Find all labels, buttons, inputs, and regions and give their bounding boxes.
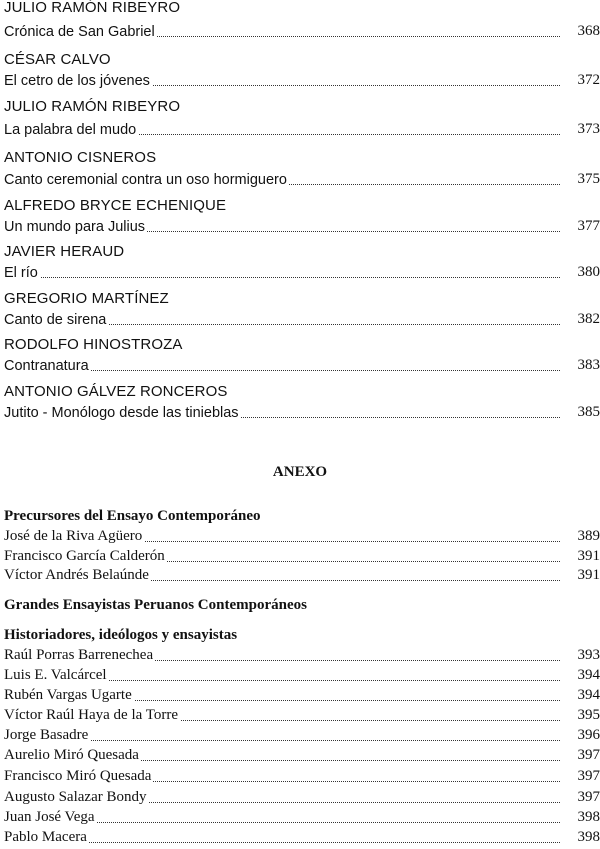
toc-entry[interactable] <box>4 744 600 764</box>
entry-title: La palabra del mudo <box>4 122 137 138</box>
page-number: 380 <box>564 264 600 281</box>
page-number: 372 <box>564 72 600 89</box>
entry-title: Crónica de San Gabriel <box>4 24 155 40</box>
author-name: GREGORIO MARTÍNEZ <box>4 290 169 307</box>
entry-title: Juan José Vega <box>4 809 95 825</box>
author-name: JAVIER HERAUD <box>4 243 125 260</box>
page-number: 389 <box>564 528 600 545</box>
entry-title: Víctor Raúl Haya de la Torre <box>4 707 179 723</box>
entry-title: El cetro de los jóvenes <box>4 73 150 89</box>
toc-entry[interactable] <box>4 20 600 40</box>
author-name: ALFREDO BRYCE ECHENIQUE <box>4 197 227 214</box>
entry-title: Un mundo para Julius <box>4 219 146 235</box>
entry-title: José de la Riva Agüero <box>4 528 143 544</box>
page-number: 368 <box>564 23 600 40</box>
page-number: 385 <box>564 404 600 421</box>
page-number: 397 <box>564 768 600 785</box>
page-number: 377 <box>564 218 600 235</box>
page-number: 394 <box>564 667 600 684</box>
section-heading-historians: Historiadores, ideólogos y ensayistas <box>4 627 238 643</box>
toc-entry[interactable] <box>4 806 600 826</box>
entry-title: Víctor Andrés Belaúnde <box>4 567 149 583</box>
toc-entry[interactable] <box>4 644 600 664</box>
author-name: JULIO RAMÓN RIBEYRO <box>4 98 181 115</box>
page-number: 382 <box>564 311 600 328</box>
author-name: ANTONIO CISNEROS <box>4 149 157 166</box>
toc-entry[interactable] <box>4 308 600 328</box>
toc-entry[interactable] <box>4 401 600 421</box>
page-number: 383 <box>564 357 600 374</box>
dot-leader <box>4 277 560 278</box>
entry-title: Jutito - Monólogo desde las tinieblas <box>4 405 239 421</box>
entry-title: Aurelio Miró Quesada <box>4 747 139 763</box>
toc-entry[interactable] <box>4 786 600 806</box>
entry-title: Canto de sirena <box>4 312 107 328</box>
entry-title: Augusto Salazar Bondy <box>4 789 147 805</box>
author-name: JULIO RAMÓN RIBEYRO <box>4 0 181 16</box>
toc-entry[interactable] <box>4 664 600 684</box>
toc-entry[interactable] <box>4 69 600 89</box>
toc-entry[interactable] <box>4 564 600 584</box>
author-name: RODOLFO HINOSTROZA <box>4 336 183 353</box>
entry-title: El río <box>4 265 38 281</box>
annex-title: ANEXO <box>272 464 328 480</box>
toc-entry[interactable] <box>4 261 600 281</box>
toc-entry[interactable] <box>4 826 600 846</box>
entry-title: Francisco Miró Quesada <box>4 768 152 784</box>
page-number: 394 <box>564 687 600 704</box>
toc-entry[interactable] <box>4 215 600 235</box>
page-number: 398 <box>564 809 600 826</box>
page-number: 395 <box>564 707 600 724</box>
page-number: 397 <box>564 789 600 806</box>
toc-entry[interactable] <box>4 168 600 188</box>
page-number: 375 <box>564 171 600 188</box>
section-heading-great-essayists: Grandes Ensayistas Peruanos Contemporáneos <box>4 597 307 613</box>
page-number: 391 <box>564 548 600 565</box>
section-heading-precursors: Precursores del Ensayo Contemporáneo <box>4 508 261 524</box>
entry-title: Raúl Porras Barrenechea <box>4 647 154 663</box>
toc-entry[interactable] <box>4 354 600 374</box>
entry-title: Luis E. Valcárcel <box>4 667 107 683</box>
toc-entry[interactable] <box>4 545 600 565</box>
toc-entry[interactable] <box>4 525 600 545</box>
page-number: 398 <box>564 829 600 846</box>
author-name: ANTONIO GÁLVEZ RONCEROS <box>4 383 228 400</box>
page-number: 396 <box>564 727 600 744</box>
page-number: 373 <box>564 121 600 138</box>
page-number: 391 <box>564 567 600 584</box>
toc-entry[interactable] <box>4 765 600 785</box>
toc-entry[interactable] <box>4 724 600 744</box>
toc-entry[interactable] <box>4 704 600 724</box>
entry-title: Jorge Basadre <box>4 727 89 743</box>
entry-title: Rubén Vargas Ugarte <box>4 687 132 703</box>
entry-title: Francisco García Calderón <box>4 548 165 564</box>
entry-title: Canto ceremonial contra un oso hormiguero <box>4 172 287 188</box>
author-name: CÉSAR CALVO <box>4 51 111 68</box>
entry-title: Pablo Macera <box>4 829 87 845</box>
page-number: 397 <box>564 747 600 764</box>
entry-title: Contranatura <box>4 358 89 374</box>
toc-entry[interactable] <box>4 118 600 138</box>
toc-entry[interactable] <box>4 684 600 704</box>
page-number: 393 <box>564 647 600 664</box>
